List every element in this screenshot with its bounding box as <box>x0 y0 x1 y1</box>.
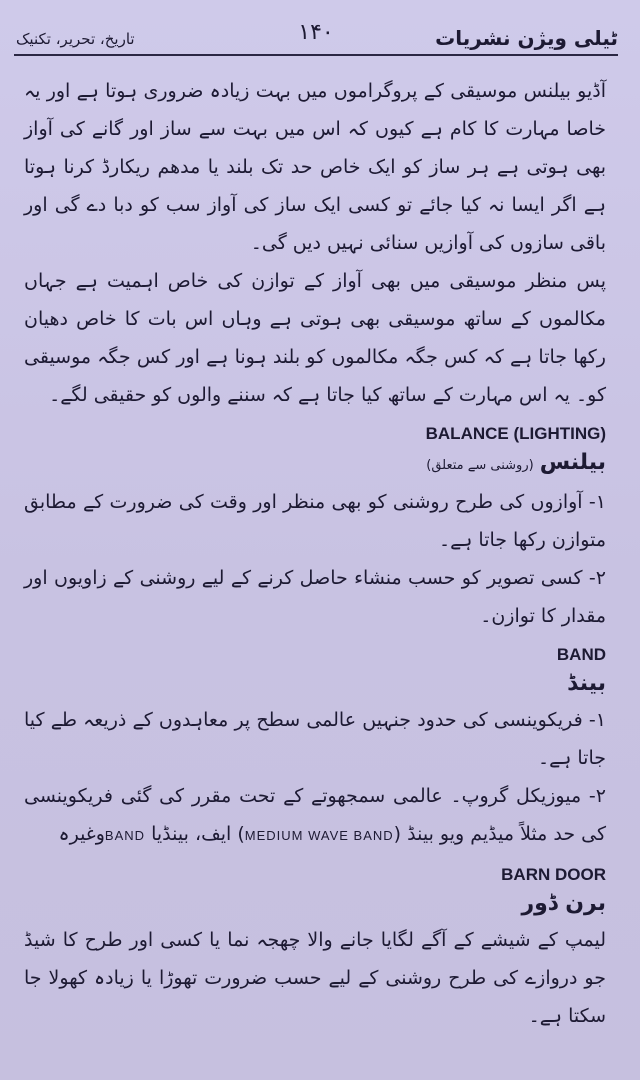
header-chapter-title: تاریخ، تحریر، تکنیک <box>16 30 135 48</box>
entry-barn-door <box>24 863 606 1035</box>
entry-term-english: BALANCE (LIGHTING) <box>425 424 606 443</box>
definition-text: ) ایف، بینڈیا <box>151 823 245 845</box>
entry-term-note: (روشنی سے متعلق) <box>426 458 534 473</box>
page-header <box>14 14 618 56</box>
page-body <box>24 72 606 1035</box>
entry-term-urdu: برن ڈور <box>521 891 606 916</box>
entry-term-urdu <box>24 446 606 483</box>
definition-item: ۲- کسی تصویر کو حسب منشاء حاصل کرنے کے لیے روشنی کے زاویوں اور مقدار کا توازن۔ <box>24 567 606 627</box>
entry-term-english: BAND <box>556 645 606 664</box>
paragraph-audio-balance: آڈیو بیلنس موسیقی کے پروگراموں میں بہت زیادہ ضروری ہوتا ہے اور یہ خاصا مہارت کا کام ہے کیوں کہ اس میں بہت سے ساز اور گانے کی آواز بھی ہوتی ہے ہر ساز کو ایک خاص حد تک بلند یا مدھم ریکارڈ کرنا ہوتا ہے اگر ایسا نہ کیا جائے تو کسی ایک ساز کی آواز سب کو دبا دے گی اور باقی سازوں کی آوازیں سنائی نہیں دیں گی۔ <box>24 80 606 254</box>
english-inline-term: MEDIUM WAVE BAND <box>244 828 394 843</box>
entry-balance-lighting <box>24 422 606 635</box>
definition-item: ۱- آوازوں کی طرح روشنی کو بھی منظر اور وقت کی ضرورت کے مطابق متوازن رکھا جاتا ہے۔ <box>24 491 606 551</box>
definition-item: لیمپ کے شیشے کے آگے لگایا جانے والا چھجہ نما یا کسی اور طرح کا شیڈ جو دروازے کی طرح روشنی کے لیے حسب ضرورت تھوڑا یا زیادہ کھولا جا سکتا ہے۔ <box>24 929 606 1027</box>
entry-band <box>24 643 606 855</box>
entry-term-urdu-text: بیلنس <box>539 450 606 475</box>
entry-term-urdu: بینڈ <box>567 671 606 696</box>
definition-item: ۱- فریکوینسی کی حدود جنہیں عالمی سطح پر معاہدوں کے ذریعہ طے کیا جاتا ہے۔ <box>24 709 606 769</box>
english-inline-term: BAND <box>104 828 146 843</box>
header-book-title: ٹیلی ویژن نشریات <box>435 26 618 50</box>
definition-text: ۲- میوزیکل گروپ۔ عالمی سمجھوتے کے تحت مقرر کی گئی فریکوینسی کی حد مثلاً میڈیم ویو بینڈ ( <box>24 785 606 845</box>
entry-term-english: BARN DOOR <box>501 865 606 884</box>
page-number: ۱۴۰ <box>298 20 334 45</box>
paragraph-background-music: پس منظر موسیقی میں بھی آواز کے توازن کی خاص اہمیت ہے جہاں مکالموں کے ساتھ موسیقی بھی ہوتی ہے وہاں اس بات کا خاص دھیان رکھا جاتا ہے کہ کس جگہ مکالموں کو بلند ہونا ہے اور کس جگہ موسیقی کو۔ یہ اس مہارت کے ساتھ کیا جاتا ہے کہ سننے والوں کو حقیقی لگے۔ <box>24 270 606 406</box>
definition-text: وغیرہ <box>58 823 105 845</box>
definition-item <box>24 777 606 855</box>
